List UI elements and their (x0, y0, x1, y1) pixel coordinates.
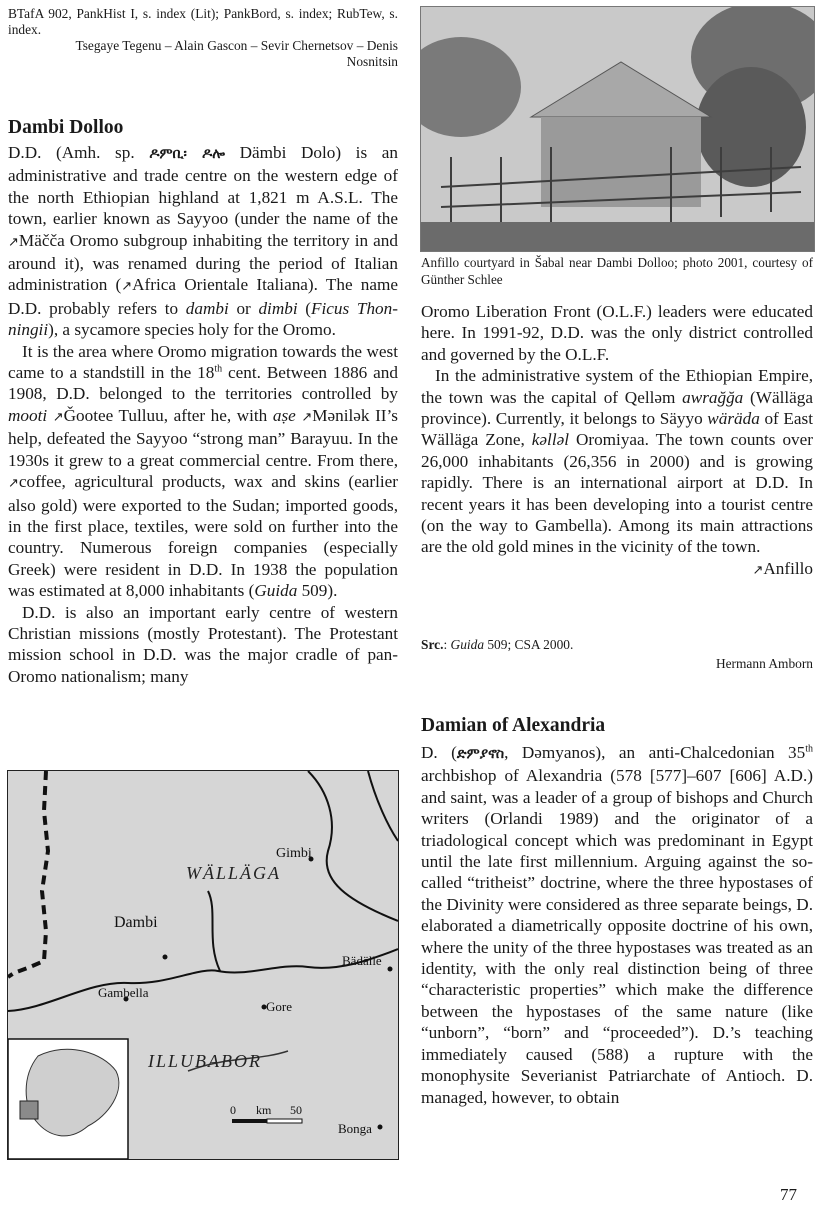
cross-reference-arrow-icon: ↗ (121, 279, 133, 295)
article-heading-damian: Damian of Alexandria (421, 715, 606, 736)
map-label-gore: Gore (266, 999, 292, 1014)
paragraph-missions: D.D. is also an important early centre of western Christian missions (mostly Protestant). The Protestant mission school in D.D. was the major cradle of pan-Oromo nationalism; many (8, 602, 398, 686)
cross-reference-arrow-icon: ↗ (8, 476, 19, 492)
paragraph-damian: D. (ድምያኖስ, Dəmyanos), an anti-Chalcedonian 35th archbishop of Alexandria (578 [577]–607 [606] A.D.) and saint, was a leader of a group of bishops and Church writers (Orlandi 1989) and the originator of a triadological concept which was predominant in Egypt until the late first millennium. Arguing against the so-called “tritheist” doctrine, where the three hypostases of the Divinity were considered as three separate beings, D. elaborated a diametrically opposite doctrine of his own, where the unity of the three hypostases was treated as an identity, with the only real distinction being of three “characteristic properties” which make the difference between the hypostases of the same nature (like “unborn”, “born” and “proceeded”). D.’s teaching immediately caused (588) a rupture with the monophysite Severianist Patriarchate of Antioch. D. managed, however, to obtain (421, 743, 813, 1107)
map-label-wallaga: WÄLLÄGA (186, 863, 281, 883)
page-number: 77 (780, 1185, 797, 1204)
paragraph-history: It is the area where Oromo migration towards the west came to a standstill in the 18th cent. Between 1886 and 1908, D.D. belonged to the territories controlled by mooti ↗Ǧootee Tulluu, after he, with aṣe ↗Mənilək II’s help, defeated the Sayyoo “strong man” Barayuu. In the 1930s it grew to a great commercial centre. From there, ↗coffee, agricultural products, wax and skins (earlier also gold) were exported to the Sudan; imported goods, in the first place, textiles, were sold on further into the country. Numerous foreign companies (especially Greek) were resident in D.D. In 1938 the population was estimated at 8,000 inhabitants (Guida 509). (8, 341, 398, 601)
map-label-badalle: Bädälle (342, 953, 382, 968)
map-label-bonga: Bonga (338, 1121, 372, 1136)
cross-reference-arrow-icon: ↗ (301, 409, 313, 425)
right-column-text (421, 301, 813, 581)
ethiopic-name: ድምያኖስ (456, 746, 505, 762)
paragraph-olf: Oromo Liberation Front (O.L.F.) leaders were educated here. In 1991-92, D.D. was the only district controlled and governed by the O.L.F. (421, 302, 813, 364)
paragraph-intro: D.D. (Amh. sp. ዶምቢ፡ ዶሎ Dämbi Dolo) is an administrative and trade centre on the western edge of the north Ethiopian highland at 1,821 m A.S.L. The town, earlier known as Sayyoo (under the name of the ↗Mäččа Oromo subgroup inhabiting the territory in and around it), was renamed during the period of Italian administration (↗Africa Orientale Italiana). The name D.D. probably refers to dambi or dimbi (Ficus Thonningii), a sycamore species holy for the Oromo. (8, 143, 399, 340)
bibliography-line: BTafA 902, PankHist I, s. index (Lit); PankBord, s. index; RubTew, s. index. (8, 6, 398, 37)
inset-location-box (20, 1101, 38, 1119)
town-marker (163, 955, 168, 960)
courtyard-photo (420, 6, 815, 252)
cross-reference-arrow-icon: ↗ (52, 409, 64, 425)
svg-text:0: 0 (230, 1103, 236, 1117)
map-label-gimbi: Gimbi (276, 846, 312, 861)
cross-reference-arrow-icon: ↗ (752, 562, 764, 578)
map-label-gambella: Gambella (98, 985, 149, 1000)
town-marker (378, 1125, 383, 1130)
cross-reference-arrow-icon: ↗ (8, 234, 19, 250)
sources-line: Src.: Guida 509; CSA 2000. (421, 637, 574, 652)
svg-text:50: 50 (290, 1103, 302, 1117)
photo-illustration (421, 7, 814, 251)
map-graphic (8, 771, 398, 1159)
article-heading-dambi-dolloo: Dambi Dolloo (8, 117, 124, 138)
map-label-illubabor: ILLUBABOR (148, 1051, 262, 1071)
paragraph-administration: In the administrative system of the Ethiopian Empire, the town was the capital of Qelləm awrağğa (Wälläga province). Currently, it belongs to Säyyo wäräda of East Wälläga Zone, kəlləl Oromiyaa. The town counts over 26,000 inhabitants (26,356 in 2000) and is growing rapidly. There is an international airport at D.D. In recent years it has been developing into a tourist centre (on the way to Gambella). Among its main attractions are the old gold mines in the vicinity of the town. (421, 366, 814, 557)
previous-article-authors: Tsegaye Tegenu – Alain Gascon – Sevir Chernetsov – Denis Nosnitsin (75, 38, 398, 69)
bibliography-tail (8, 6, 398, 70)
damian-text (421, 742, 813, 1108)
left-column-text (8, 142, 398, 687)
photo-caption: Anfillo courtyard in Šabal near Dambi Dolloo; photo 2001, courtesy of Günther Schlee (421, 255, 813, 287)
see-also-link[interactable]: ↗Anfillo (752, 558, 813, 578)
ethiopic-name: ዶምቢ፡ ዶሎ (149, 146, 225, 162)
svg-text:km: km (256, 1103, 272, 1117)
town-marker (388, 967, 393, 972)
region-map (7, 770, 399, 1160)
article-author: Hermann Amborn (715, 656, 813, 671)
map-label-dambi: Dambi (114, 914, 158, 931)
